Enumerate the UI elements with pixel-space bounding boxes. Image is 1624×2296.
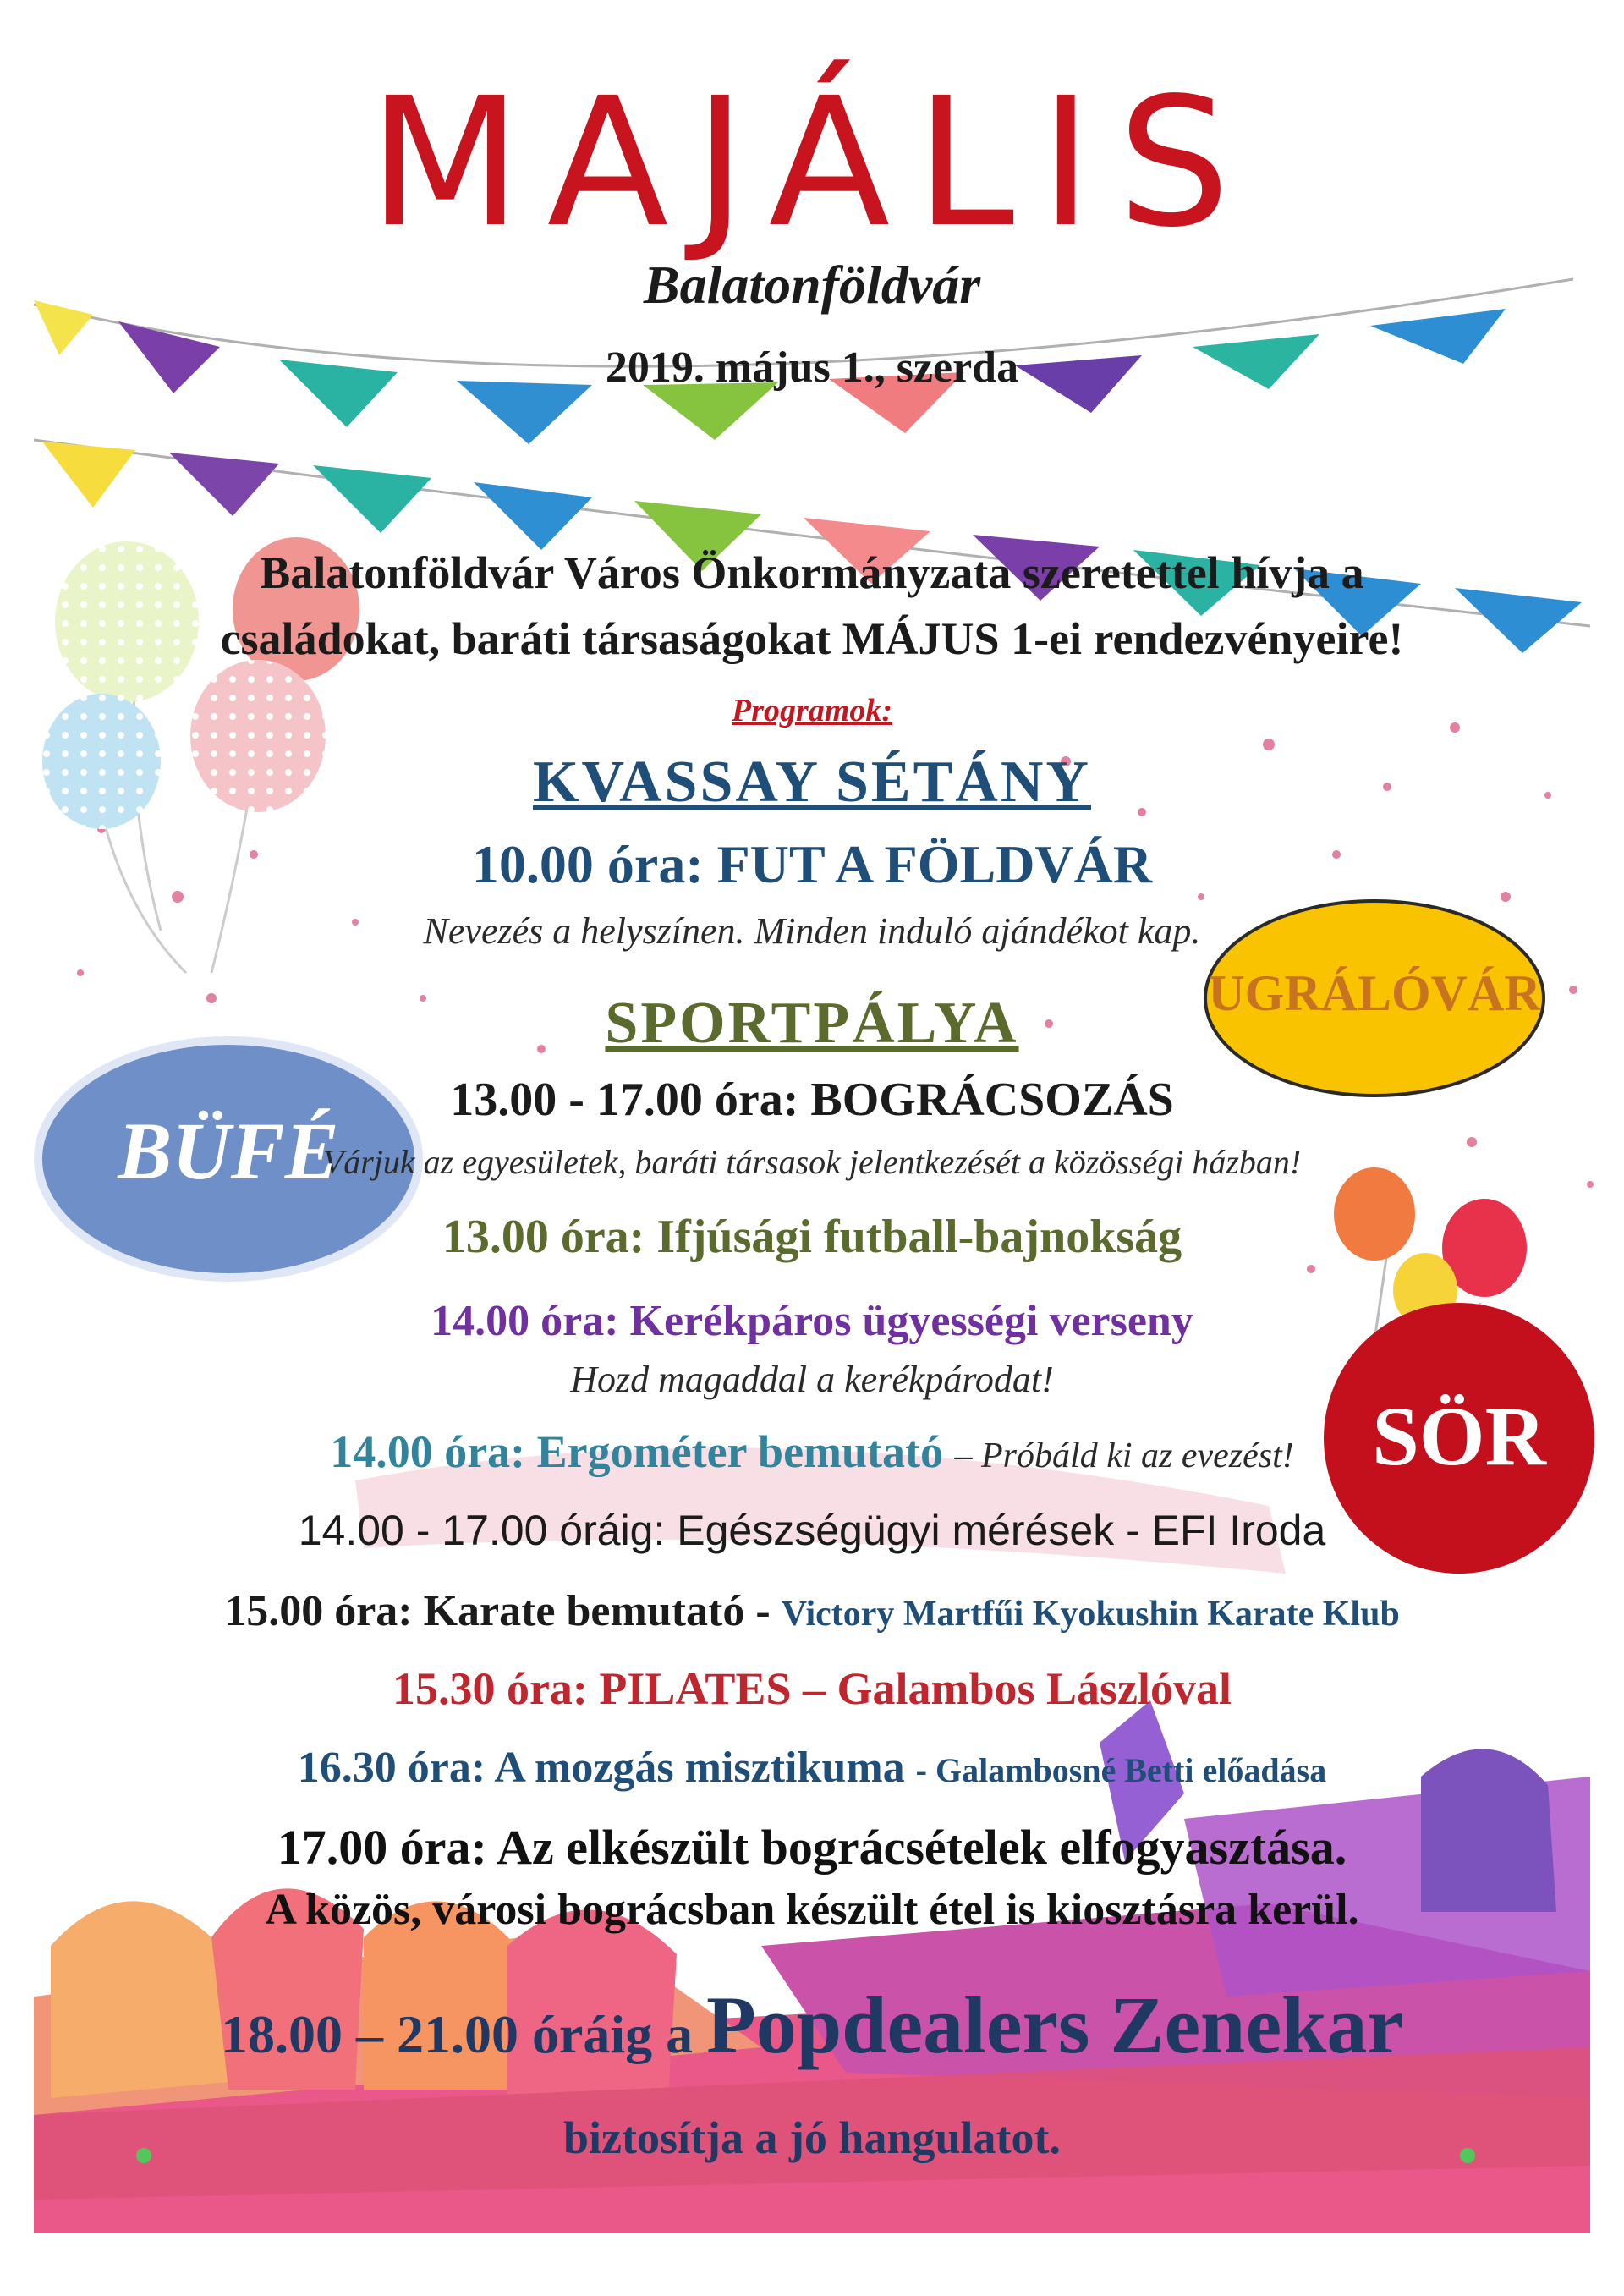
ergometer-note: – Próbáld ki az evezést! <box>954 1436 1294 1475</box>
mozgas-note: - Galambosné Betti előadása <box>915 1751 1327 1789</box>
pilates-line: 15.30 óra: PILATES – Galambos Lászlóval <box>392 1663 1232 1714</box>
mozgas-title: 16.30 óra: A mozgás misztikuma <box>297 1744 905 1792</box>
beer-badge: SÖR <box>1372 1389 1546 1483</box>
poster-title: MAJÁLIS <box>368 59 1256 266</box>
karate-line <box>0 1586 1624 1636</box>
health-line: 14.00 - 17.00 óráig: Egészségügyi mérések - EFI Iroda <box>298 1507 1326 1554</box>
football-line: 13.00 óra: Ifjúsági futball-bajnokság <box>442 1211 1182 1263</box>
run-line: 10.00 óra: FUT A FÖLDVÁR <box>471 834 1153 894</box>
ergometer-title: 14.00 óra: Ergométer bemutató <box>330 1426 944 1477</box>
goulash-note: Várjuk az egyesületek, baráti társasok jelentkezését a közösségi házban! <box>322 1143 1302 1181</box>
sportpalya-heading: SPORTPÁLYA <box>605 991 1019 1056</box>
meal-line-1: 17.00 óra: Az elkészült bográcsételek elfogyasztása. <box>277 1820 1347 1875</box>
concert-line <box>0 1978 1624 2072</box>
bouncy-castle-badge: UGRÁLÓVÁR <box>1208 965 1541 1021</box>
karate-club: Victory Martfűi Kyokushin Karate Klub <box>781 1595 1400 1634</box>
event-date: 2019. május 1., szerda <box>605 343 1019 392</box>
meal-line-2: A közös, városi bográcsban készült étel is kiosztásra kerül. <box>265 1886 1359 1934</box>
intro-line-2: családokat, baráti társaságokat MÁJUS 1-ei rendezvényeire! <box>220 613 1404 664</box>
bike-line: 14.00 óra: Kerékpáros ügyességi verseny <box>431 1297 1193 1345</box>
goulash-line: 13.00 - 17.00 óra: BOGRÁCSOZÁS <box>450 1074 1174 1126</box>
concert-prefix: 18.00 – 21.00 óráig a <box>220 2004 694 2064</box>
karate-title: 15.00 óra: Karate bemutató - <box>224 1587 771 1635</box>
concert-band: Popdealers Zenekar <box>706 1980 1404 2070</box>
kvassay-heading: KVASSAY SÉTÁNY <box>533 750 1091 815</box>
bike-note: Hozd magaddal a kerékpárodat! <box>570 1359 1054 1400</box>
concert-end: biztosítja a jó hangulatot. <box>562 2112 1061 2163</box>
run-note: Nevezés a helyszínen. Minden induló ajándékot kap. <box>423 910 1201 952</box>
buffet-badge: BÜFÉ <box>118 1106 339 1196</box>
programs-label: Programok: <box>732 693 892 728</box>
mozgas-line <box>0 1743 1624 1793</box>
place-name: Balatonföldvár <box>643 255 981 315</box>
intro-line-1: Balatonföldvár Város Önkormányzata szeretettel hívja a <box>260 547 1364 598</box>
